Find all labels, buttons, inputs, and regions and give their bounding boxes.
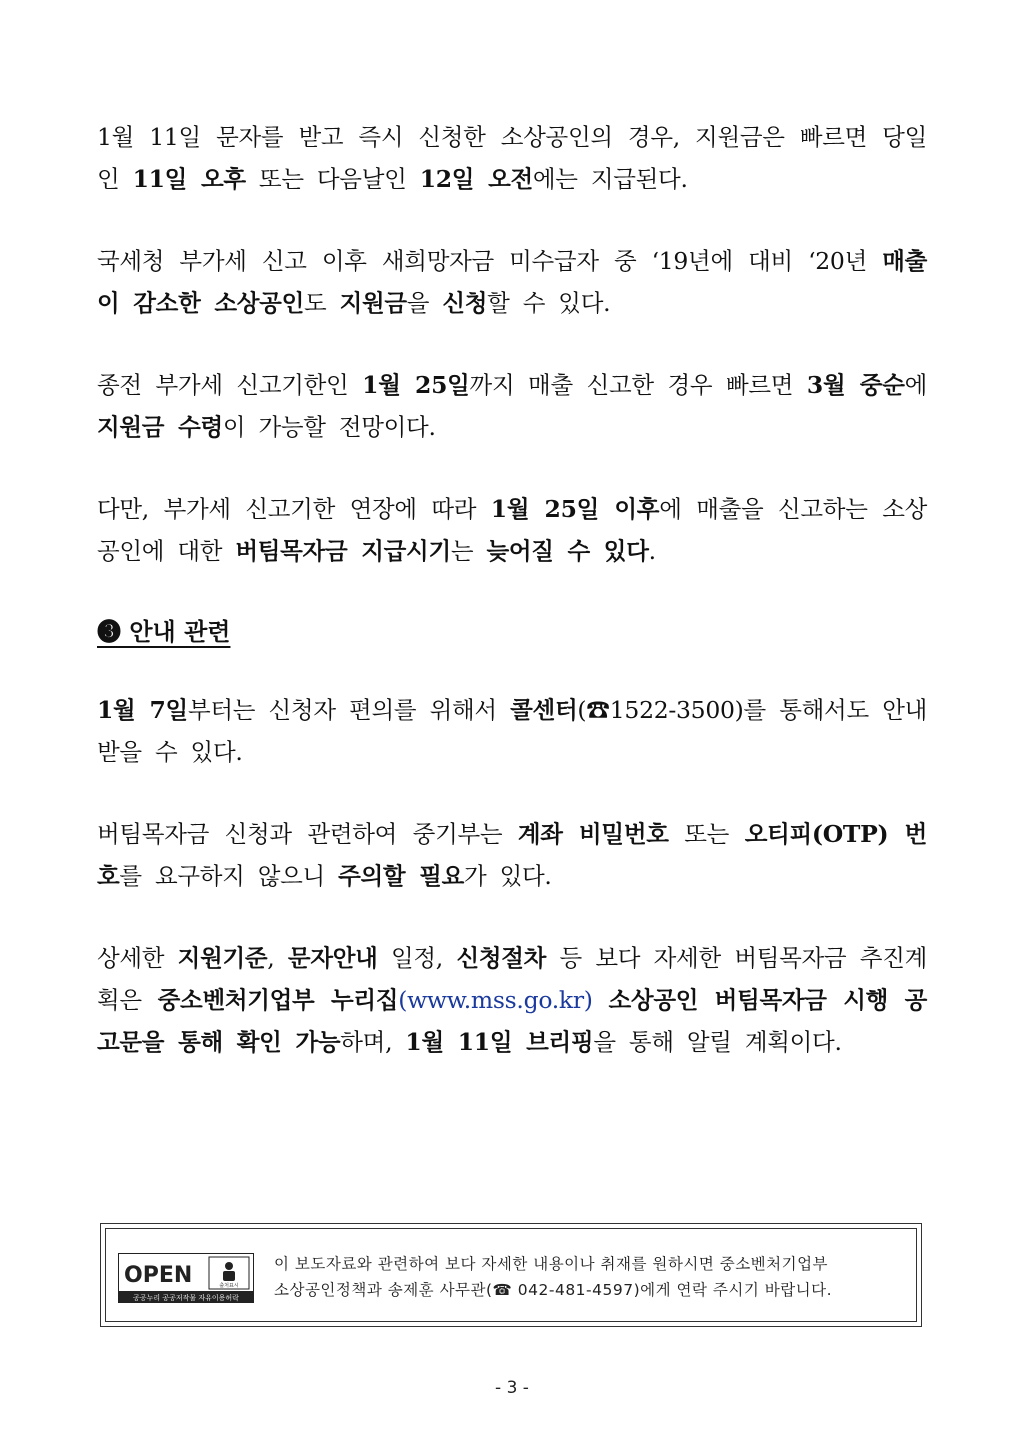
bold-text: 버팀목자금 지급시기 — [235, 537, 451, 565]
bold-text: 1월 25일 이후 — [490, 495, 660, 523]
text-segment: 다만, 부가세 신고기한 연장에 따라 — [97, 495, 491, 523]
contact-line-1: 이 보도자료와 관련하여 보다 자세한 내용이나 취재를 원하시면 중소벤처기업부 — [274, 1255, 829, 1273]
open-logo-badge: 출처표시 — [219, 1283, 239, 1289]
paragraph-details — [97, 937, 927, 1063]
bold-text: 11일 오후 — [132, 165, 246, 193]
text-segment: 일정, — [377, 944, 457, 972]
text-segment: 에 — [904, 371, 941, 399]
text-segment: 등 보다 자세한 버팀목자금 추진계획은 — [97, 944, 927, 1014]
text-segment: 또는 다음날인 — [245, 165, 420, 193]
contact-text — [274, 1251, 914, 1303]
text-segment: 국세청 부가세 신고 이후 새희망자금 미수급자 중 ‘19년에 대비 ‘20년 — [97, 247, 883, 275]
text-segment: 까지 매출 신고한 경우 빠르면 — [469, 371, 807, 399]
bold-text: 문자안내 — [287, 944, 378, 972]
text-segment: 를 통해서도 안내받을 수 있다. — [97, 696, 927, 766]
text-segment: 부터는 신청자 편의를 위해서 — [187, 696, 511, 724]
contact-box — [100, 1223, 922, 1327]
section-heading: ❸ 안내 관련 — [97, 617, 231, 646]
bold-text: 신청 — [442, 289, 488, 317]
bold-text: 계좌 비밀번호 — [517, 820, 669, 848]
bold-text: 1월 25일 — [362, 371, 470, 399]
bold-text: 지원금 — [339, 289, 407, 317]
text-segment: 상세한 — [97, 944, 178, 972]
text-segment: 1월 11일 문자를 받고 즉시 신청한 소상공인의 경우, 지원금은 빠르면 당일인 — [97, 123, 927, 193]
bold-text: 콜센터 — [510, 696, 578, 724]
text-segment: 또는 — [668, 820, 745, 848]
text-segment: 하며, — [340, 1028, 406, 1056]
text-segment: 을 통해 알릴 계획이다. — [593, 1028, 842, 1056]
text-segment: 에 매출을 신고하는 소상공인에 대한 — [97, 495, 927, 565]
bold-text: 매출이 감소한 소상공인 — [97, 247, 927, 317]
text-segment: 버팀목자금 신청과 관련하여 중기부는 — [97, 820, 518, 848]
bold-text: 지원금 수령 — [97, 413, 223, 441]
text-segment — [593, 986, 609, 1014]
contact-box-inner — [105, 1228, 917, 1322]
text-segment: , — [267, 944, 288, 972]
bold-text: 1월 7일 — [97, 696, 188, 724]
paragraph-direct-payment — [97, 116, 927, 200]
text-segment: 이 가능할 전망이다. — [222, 413, 436, 441]
text-segment: (☎1522-3500) — [577, 696, 744, 724]
text-segment: 도 — [303, 289, 340, 317]
text-segment: 을 — [406, 289, 443, 317]
paragraph-march-payment — [97, 364, 941, 448]
bold-text: 오티피(OTP) 번호 — [97, 820, 927, 890]
text-segment: 에는 지급된다. — [532, 165, 688, 193]
paragraph-delay-notice — [97, 488, 927, 572]
text-segment: . — [648, 537, 656, 565]
bold-text: 1월 11일 브리핑 — [405, 1028, 594, 1056]
bold-text: 3월 중순 — [806, 371, 905, 399]
paragraph-eligibility — [97, 240, 927, 324]
paragraph-otp-warning — [97, 813, 927, 897]
open-logo-caption: 공공누리 공공저작물 자유이용허락 — [133, 1294, 239, 1302]
text-segment: 를 요구하지 않으니 — [119, 862, 339, 890]
bold-text: 12일 오전 — [419, 165, 533, 193]
paragraph-call-center — [97, 689, 927, 773]
contact-line-2: 소상공인정책과 송제훈 사무관(☎ 042-481-4597)에게 연락 주시기 바랍니다. — [274, 1281, 833, 1299]
page-number: - 3 - — [495, 1378, 529, 1398]
text-segment: 종전 부가세 신고기한인 — [97, 371, 363, 399]
website-link[interactable]: (www.mss.go.kr) — [398, 986, 593, 1014]
bold-text: 중소벤처기업부 누리집 — [157, 986, 399, 1014]
bold-text: 소상공인 버팀목자금 시행 공고문을 통해 확인 가능 — [97, 986, 927, 1056]
bold-text: 신청절차 — [456, 944, 547, 972]
bold-text: 늦어질 수 있다 — [486, 537, 649, 565]
text-segment: 할 수 있다. — [487, 289, 611, 317]
open-logo-word: OPEN — [124, 1263, 193, 1288]
kogl-open-logo — [118, 1253, 254, 1303]
text-segment: 는 — [450, 537, 487, 565]
bold-text: 주의할 필요 — [338, 862, 465, 890]
bold-text: 지원기준 — [177, 944, 268, 972]
text-segment: 가 있다. — [464, 862, 552, 890]
